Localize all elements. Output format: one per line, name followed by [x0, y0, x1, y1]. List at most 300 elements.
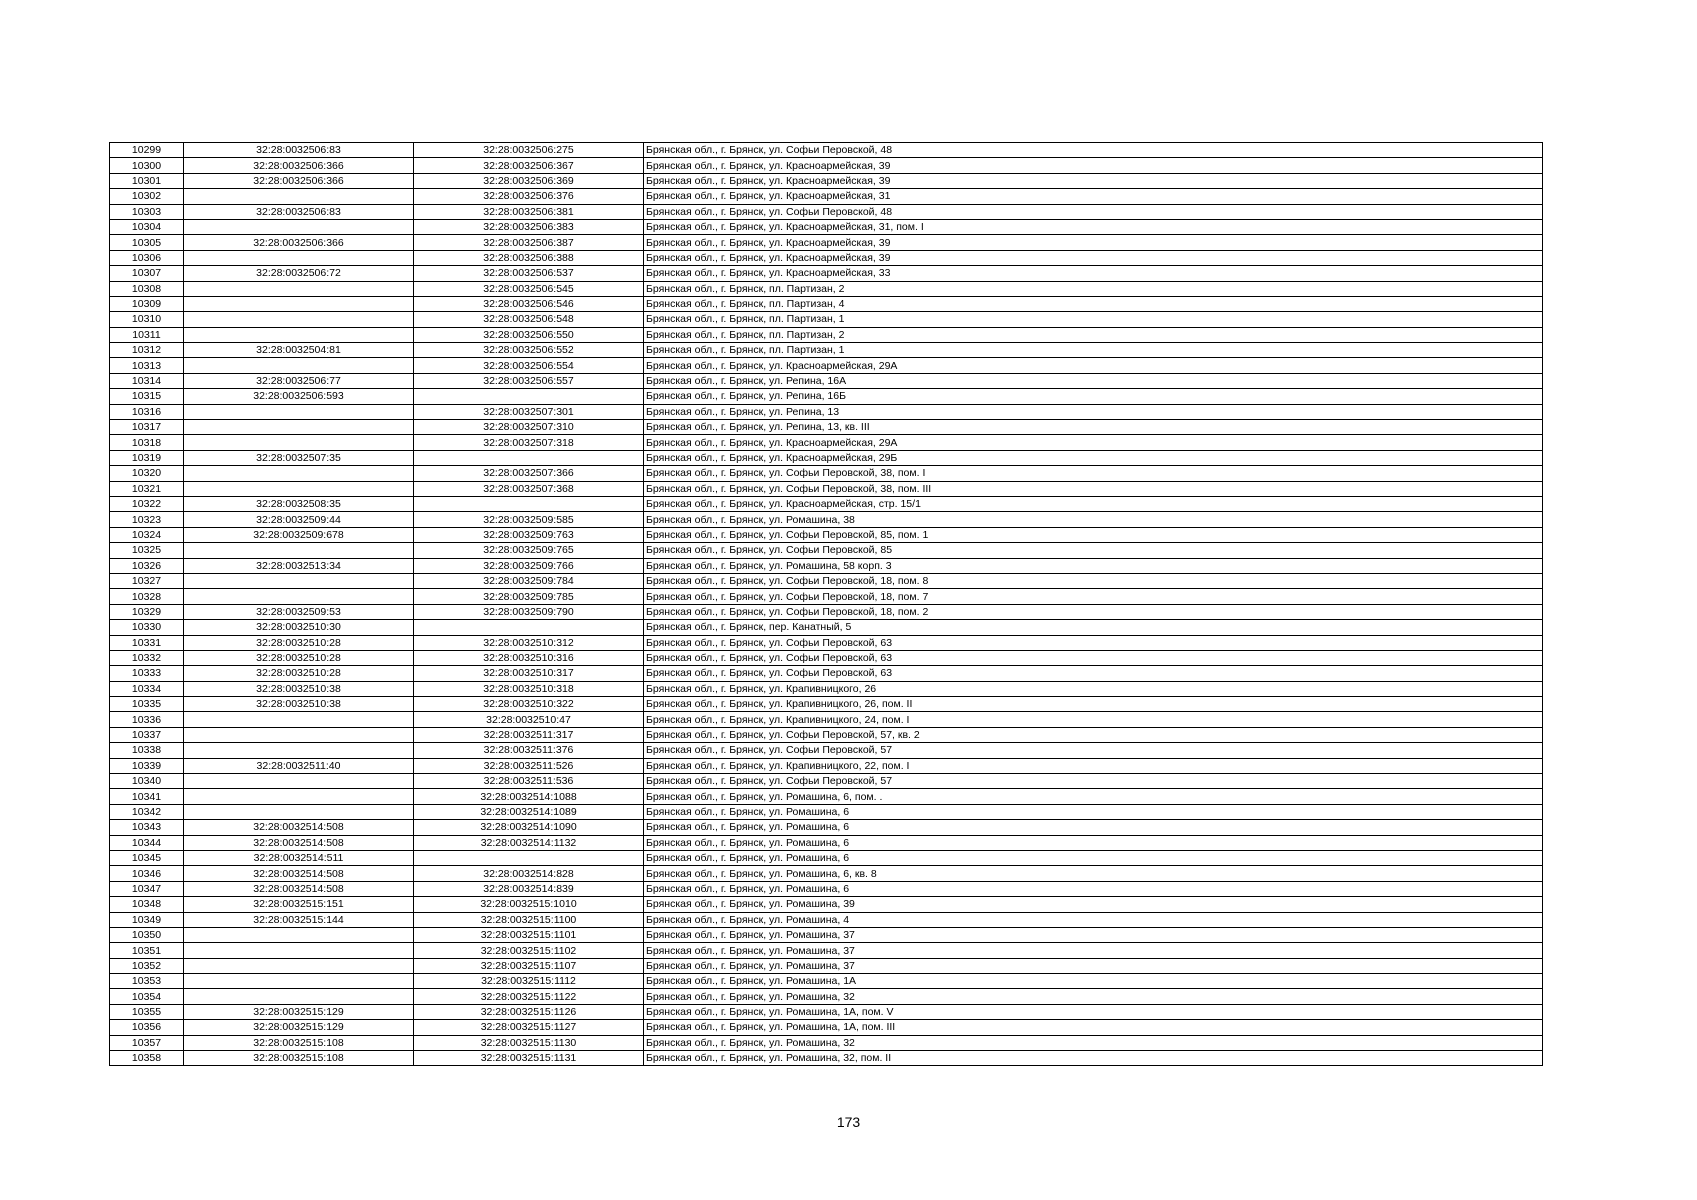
parcel-number-cell: 32:28:0032509:678	[184, 527, 414, 542]
table-row	[110, 1051, 1543, 1066]
row-number-cell: 10327	[110, 573, 184, 588]
table-row	[110, 235, 1543, 250]
row-number-cell: 10352	[110, 958, 184, 973]
address-cell: Брянская обл., г. Брянск, ул. Красноармейская, 39	[644, 250, 1543, 265]
parcel-number-cell: 32:28:0032509:44	[184, 512, 414, 527]
table-row	[110, 266, 1543, 281]
object-number-cell: 32:28:0032515:1130	[414, 1035, 644, 1050]
row-number-cell: 10299	[110, 143, 184, 158]
address-cell: Брянская обл., г. Брянск, ул. Софьи Перовской, 63	[644, 635, 1543, 650]
row-number-cell: 10329	[110, 604, 184, 619]
table-row	[110, 666, 1543, 681]
parcel-number-cell: 32:28:0032514:508	[184, 881, 414, 896]
table-row	[110, 727, 1543, 742]
table-row	[110, 620, 1543, 635]
table-row	[110, 358, 1543, 373]
row-number-cell: 10337	[110, 727, 184, 742]
table-row	[110, 850, 1543, 865]
object-number-cell: 32:28:0032506:537	[414, 266, 644, 281]
table-row	[110, 789, 1543, 804]
row-number-cell: 10332	[110, 650, 184, 665]
address-cell: Брянская обл., г. Брянск, ул. Ромашина, 6	[644, 804, 1543, 819]
address-cell: Брянская обл., г. Брянск, ул. Ромашина, 4	[644, 912, 1543, 927]
table-row	[110, 866, 1543, 881]
row-number-cell: 10324	[110, 527, 184, 542]
object-number-cell: 32:28:0032509:785	[414, 589, 644, 604]
parcel-number-cell: 32:28:0032509:53	[184, 604, 414, 619]
address-cell: Брянская обл., г. Брянск, ул. Ромашина, 6, пом. .	[644, 789, 1543, 804]
address-cell: Брянская обл., г. Брянск, ул. Красноармейская, 33	[644, 266, 1543, 281]
table-row	[110, 466, 1543, 481]
address-cell: Брянская обл., г. Брянск, ул. Софьи Перовской, 18, пом. 2	[644, 604, 1543, 619]
address-cell: Брянская обл., г. Брянск, ул. Ромашина, 38	[644, 512, 1543, 527]
table-row	[110, 543, 1543, 558]
row-number-cell: 10302	[110, 189, 184, 204]
object-number-cell: 32:28:0032515:1131	[414, 1051, 644, 1066]
address-cell: Брянская обл., г. Брянск, ул. Софьи Перовской, 63	[644, 650, 1543, 665]
table-row	[110, 204, 1543, 219]
table-row	[110, 1035, 1543, 1050]
table-row	[110, 219, 1543, 234]
row-number-cell: 10305	[110, 235, 184, 250]
address-cell: Брянская обл., г. Брянск, ул. Ромашина, 32, пом. II	[644, 1051, 1543, 1066]
row-number-cell: 10311	[110, 327, 184, 342]
table-row	[110, 758, 1543, 773]
object-number-cell: 32:28:0032515:1126	[414, 1004, 644, 1019]
row-number-cell: 10306	[110, 250, 184, 265]
parcel-number-cell	[184, 296, 414, 311]
address-cell: Брянская обл., г. Брянск, ул. Репина, 16А	[644, 373, 1543, 388]
address-cell: Брянская обл., г. Брянск, ул. Ромашина, 1А, пом. V	[644, 1004, 1543, 1019]
parcel-number-cell	[184, 481, 414, 496]
parcel-number-cell	[184, 727, 414, 742]
object-number-cell	[414, 496, 644, 511]
address-cell: Брянская обл., г. Брянск, ул. Красноармейская, 31	[644, 189, 1543, 204]
address-cell: Брянская обл., г. Брянск, пл. Партизан, 2	[644, 281, 1543, 296]
parcel-number-cell: 32:28:0032506:83	[184, 204, 414, 219]
address-cell: Брянская обл., г. Брянск, ул. Крапивницкого, 24, пом. I	[644, 712, 1543, 727]
table-row	[110, 989, 1543, 1004]
object-number-cell	[414, 450, 644, 465]
object-number-cell: 32:28:0032514:1090	[414, 820, 644, 835]
row-number-cell: 10301	[110, 173, 184, 188]
table-row	[110, 974, 1543, 989]
address-cell: Брянская обл., г. Брянск, ул. Красноармейская, 29Б	[644, 450, 1543, 465]
parcel-number-cell	[184, 250, 414, 265]
table-row	[110, 481, 1543, 496]
row-number-cell: 10357	[110, 1035, 184, 1050]
table-body	[110, 143, 1543, 1066]
address-cell: Брянская обл., г. Брянск, ул. Софьи Перовской, 57	[644, 774, 1543, 789]
address-cell: Брянская обл., г. Брянск, ул. Ромашина, 6	[644, 881, 1543, 896]
row-number-cell: 10340	[110, 774, 184, 789]
table-row	[110, 635, 1543, 650]
parcel-number-cell	[184, 804, 414, 819]
table-row	[110, 927, 1543, 942]
parcel-number-cell: 32:28:0032514:508	[184, 835, 414, 850]
table-row	[110, 158, 1543, 173]
object-number-cell: 32:28:0032511:376	[414, 743, 644, 758]
table-row	[110, 712, 1543, 727]
row-number-cell: 10326	[110, 558, 184, 573]
address-cell: Брянская обл., г. Брянск, ул. Софьи Перовской, 18, пом. 7	[644, 589, 1543, 604]
table-row	[110, 604, 1543, 619]
address-cell: Брянская обл., г. Брянск, ул. Крапивницкого, 26, пом. II	[644, 697, 1543, 712]
object-number-cell: 32:28:0032514:839	[414, 881, 644, 896]
parcel-number-cell	[184, 404, 414, 419]
address-cell: Брянская обл., г. Брянск, пер. Канатный, 5	[644, 620, 1543, 635]
parcel-number-cell: 32:28:0032510:28	[184, 650, 414, 665]
row-number-cell: 10323	[110, 512, 184, 527]
parcel-number-cell: 32:28:0032506:366	[184, 173, 414, 188]
object-number-cell: 32:28:0032506:546	[414, 296, 644, 311]
object-number-cell: 32:28:0032515:1107	[414, 958, 644, 973]
address-cell: Брянская обл., г. Брянск, пл. Партизан, 1	[644, 343, 1543, 358]
object-number-cell: 32:28:0032514:1088	[414, 789, 644, 804]
table-row	[110, 743, 1543, 758]
parcel-number-cell: 32:28:0032507:35	[184, 450, 414, 465]
row-number-cell: 10354	[110, 989, 184, 1004]
row-number-cell: 10346	[110, 866, 184, 881]
object-number-cell: 32:28:0032507:318	[414, 435, 644, 450]
row-number-cell: 10307	[110, 266, 184, 281]
address-cell: Брянская обл., г. Брянск, ул. Ромашина, 37	[644, 958, 1543, 973]
row-number-cell: 10344	[110, 835, 184, 850]
address-cell: Брянская обл., г. Брянск, ул. Софьи Перовской, 48	[644, 204, 1543, 219]
parcel-number-cell	[184, 327, 414, 342]
address-cell: Брянская обл., г. Брянск, ул. Ромашина, 39	[644, 897, 1543, 912]
address-cell: Брянская обл., г. Брянск, ул. Софьи Перовской, 63	[644, 666, 1543, 681]
object-number-cell: 32:28:0032515:1127	[414, 1020, 644, 1035]
row-number-cell: 10341	[110, 789, 184, 804]
object-number-cell: 32:28:0032509:766	[414, 558, 644, 573]
object-number-cell: 32:28:0032509:784	[414, 573, 644, 588]
table-row	[110, 312, 1543, 327]
address-cell: Брянская обл., г. Брянск, ул. Красноармейская, 39	[644, 235, 1543, 250]
table-row	[110, 496, 1543, 511]
object-number-cell: 32:28:0032506:548	[414, 312, 644, 327]
object-number-cell: 32:28:0032514:828	[414, 866, 644, 881]
parcel-number-cell	[184, 958, 414, 973]
parcel-number-cell: 32:28:0032513:34	[184, 558, 414, 573]
object-number-cell: 32:28:0032509:763	[414, 527, 644, 542]
object-number-cell: 32:28:0032511:317	[414, 727, 644, 742]
address-cell: Брянская обл., г. Брянск, ул. Красноармейская, 39	[644, 173, 1543, 188]
object-number-cell: 32:28:0032506:381	[414, 204, 644, 219]
object-number-cell	[414, 620, 644, 635]
object-number-cell: 32:28:0032511:526	[414, 758, 644, 773]
parcel-number-cell	[184, 435, 414, 450]
object-number-cell: 32:28:0032515:1102	[414, 943, 644, 958]
parcel-number-cell: 32:28:0032510:38	[184, 697, 414, 712]
row-number-cell: 10333	[110, 666, 184, 681]
row-number-cell: 10321	[110, 481, 184, 496]
parcel-number-cell: 32:28:0032514:511	[184, 850, 414, 865]
address-cell: Брянская обл., г. Брянск, ул. Красноармейская, 29А	[644, 435, 1543, 450]
object-number-cell: 32:28:0032506:376	[414, 189, 644, 204]
parcel-number-cell: 32:28:0032510:28	[184, 635, 414, 650]
row-number-cell: 10330	[110, 620, 184, 635]
table-row	[110, 681, 1543, 696]
address-cell: Брянская обл., г. Брянск, пл. Партизан, 1	[644, 312, 1543, 327]
object-number-cell: 32:28:0032509:585	[414, 512, 644, 527]
row-number-cell: 10304	[110, 219, 184, 234]
object-number-cell: 32:28:0032514:1089	[414, 804, 644, 819]
parcel-number-cell: 32:28:0032506:366	[184, 235, 414, 250]
parcel-number-cell: 32:28:0032506:72	[184, 266, 414, 281]
table-row	[110, 835, 1543, 850]
parcel-number-cell	[184, 974, 414, 989]
row-number-cell: 10313	[110, 358, 184, 373]
address-cell: Брянская обл., г. Брянск, ул. Софьи Перовской, 85	[644, 543, 1543, 558]
parcel-number-cell	[184, 927, 414, 942]
object-number-cell: 32:28:0032510:47	[414, 712, 644, 727]
parcel-number-cell: 32:28:0032510:30	[184, 620, 414, 635]
parcel-number-cell: 32:28:0032515:151	[184, 897, 414, 912]
parcel-number-cell: 32:28:0032515:108	[184, 1035, 414, 1050]
parcel-number-cell: 32:28:0032506:366	[184, 158, 414, 173]
object-number-cell: 32:28:0032507:310	[414, 420, 644, 435]
table-row	[110, 435, 1543, 450]
object-number-cell: 32:28:0032507:366	[414, 466, 644, 481]
parcel-number-cell: 32:28:0032510:28	[184, 666, 414, 681]
row-number-cell: 10322	[110, 496, 184, 511]
object-number-cell: 32:28:0032511:536	[414, 774, 644, 789]
address-cell: Брянская обл., г. Брянск, ул. Софьи Перовской, 18, пом. 8	[644, 573, 1543, 588]
object-number-cell: 32:28:0032509:765	[414, 543, 644, 558]
table-row	[110, 389, 1543, 404]
parcel-number-cell: 32:28:0032514:508	[184, 820, 414, 835]
object-number-cell	[414, 850, 644, 865]
table-row	[110, 143, 1543, 158]
table-row	[110, 250, 1543, 265]
parcel-number-cell: 32:28:0032504:81	[184, 343, 414, 358]
address-cell: Брянская обл., г. Брянск, ул. Ромашина, 32	[644, 989, 1543, 1004]
parcel-number-cell	[184, 743, 414, 758]
address-cell: Брянская обл., г. Брянск, ул. Красноармейская, стр. 15/1	[644, 496, 1543, 511]
parcel-number-cell: 32:28:0032506:77	[184, 373, 414, 388]
address-cell: Брянская обл., г. Брянск, ул. Ромашина, 6	[644, 850, 1543, 865]
table-row	[110, 173, 1543, 188]
parcel-number-cell: 32:28:0032506:593	[184, 389, 414, 404]
table-row	[110, 820, 1543, 835]
parcel-number-cell: 32:28:0032515:108	[184, 1051, 414, 1066]
address-cell: Брянская обл., г. Брянск, ул. Ромашина, 1А, пом. III	[644, 1020, 1543, 1035]
object-number-cell: 32:28:0032506:545	[414, 281, 644, 296]
address-cell: Брянская обл., г. Брянск, ул. Крапивницкого, 26	[644, 681, 1543, 696]
parcel-number-cell	[184, 943, 414, 958]
row-number-cell: 10335	[110, 697, 184, 712]
object-number-cell: 32:28:0032506:367	[414, 158, 644, 173]
table-row	[110, 943, 1543, 958]
parcel-number-cell: 32:28:0032515:144	[184, 912, 414, 927]
object-number-cell: 32:28:0032515:1010	[414, 897, 644, 912]
address-cell: Брянская обл., г. Брянск, ул. Софьи Перовской, 85, пом. 1	[644, 527, 1543, 542]
row-number-cell: 10328	[110, 589, 184, 604]
address-cell: Брянская обл., г. Брянск, ул. Ромашина, 1А	[644, 974, 1543, 989]
row-number-cell: 10315	[110, 389, 184, 404]
address-cell: Брянская обл., г. Брянск, ул. Красноармейская, 29А	[644, 358, 1543, 373]
row-number-cell: 10339	[110, 758, 184, 773]
object-number-cell: 32:28:0032515:1122	[414, 989, 644, 1004]
table-row	[110, 1004, 1543, 1019]
row-number-cell: 10358	[110, 1051, 184, 1066]
table-row	[110, 404, 1543, 419]
parcel-number-cell	[184, 573, 414, 588]
table-row	[110, 573, 1543, 588]
row-number-cell: 10312	[110, 343, 184, 358]
parcel-number-cell	[184, 543, 414, 558]
table-row	[110, 774, 1543, 789]
table-row	[110, 912, 1543, 927]
row-number-cell: 10314	[110, 373, 184, 388]
row-number-cell: 10350	[110, 927, 184, 942]
table-row	[110, 650, 1543, 665]
object-number-cell: 32:28:0032506:557	[414, 373, 644, 388]
object-number-cell: 32:28:0032506:554	[414, 358, 644, 373]
object-number-cell: 32:28:0032510:318	[414, 681, 644, 696]
cadastral-table	[109, 142, 1543, 1066]
table-row	[110, 327, 1543, 342]
object-number-cell: 32:28:0032506:550	[414, 327, 644, 342]
parcel-number-cell: 32:28:0032515:129	[184, 1004, 414, 1019]
row-number-cell: 10308	[110, 281, 184, 296]
row-number-cell: 10319	[110, 450, 184, 465]
row-number-cell: 10300	[110, 158, 184, 173]
address-cell: Брянская обл., г. Брянск, ул. Софьи Перовской, 38, пом. I	[644, 466, 1543, 481]
object-number-cell: 32:28:0032515:1101	[414, 927, 644, 942]
table-row	[110, 373, 1543, 388]
row-number-cell: 10309	[110, 296, 184, 311]
table-row	[110, 958, 1543, 973]
parcel-number-cell	[184, 589, 414, 604]
object-number-cell: 32:28:0032506:383	[414, 219, 644, 234]
parcel-number-cell: 32:28:0032510:38	[184, 681, 414, 696]
address-cell: Брянская обл., г. Брянск, ул. Ромашина, 6	[644, 835, 1543, 850]
table-row	[110, 450, 1543, 465]
address-cell: Брянская обл., г. Брянск, ул. Репина, 16Б	[644, 389, 1543, 404]
parcel-number-cell	[184, 358, 414, 373]
object-number-cell: 32:28:0032510:312	[414, 635, 644, 650]
row-number-cell: 10355	[110, 1004, 184, 1019]
object-number-cell: 32:28:0032506:552	[414, 343, 644, 358]
table-row	[110, 881, 1543, 896]
object-number-cell: 32:28:0032510:316	[414, 650, 644, 665]
parcel-number-cell	[184, 712, 414, 727]
object-number-cell: 32:28:0032506:369	[414, 173, 644, 188]
address-cell: Брянская обл., г. Брянск, ул. Ромашина, 6, кв. 8	[644, 866, 1543, 881]
address-cell: Брянская обл., г. Брянск, ул. Репина, 13	[644, 404, 1543, 419]
row-number-cell: 10317	[110, 420, 184, 435]
row-number-cell: 10318	[110, 435, 184, 450]
object-number-cell: 32:28:0032507:301	[414, 404, 644, 419]
parcel-number-cell	[184, 312, 414, 327]
table-row	[110, 189, 1543, 204]
object-number-cell	[414, 389, 644, 404]
object-number-cell: 32:28:0032506:388	[414, 250, 644, 265]
row-number-cell: 10351	[110, 943, 184, 958]
table-row	[110, 1020, 1543, 1035]
address-cell: Брянская обл., г. Брянск, ул. Ромашина, 32	[644, 1035, 1543, 1050]
address-cell: Брянская обл., г. Брянск, ул. Крапивницкого, 22, пом. I	[644, 758, 1543, 773]
address-cell: Брянская обл., г. Брянск, ул. Красноармейская, 39	[644, 158, 1543, 173]
parcel-number-cell	[184, 189, 414, 204]
object-number-cell: 32:28:0032515:1100	[414, 912, 644, 927]
row-number-cell: 10348	[110, 897, 184, 912]
object-number-cell: 32:28:0032506:387	[414, 235, 644, 250]
row-number-cell: 10353	[110, 974, 184, 989]
parcel-number-cell	[184, 219, 414, 234]
object-number-cell: 32:28:0032514:1132	[414, 835, 644, 850]
row-number-cell: 10310	[110, 312, 184, 327]
table-row	[110, 697, 1543, 712]
address-cell: Брянская обл., г. Брянск, ул. Красноармейская, 31, пом. I	[644, 219, 1543, 234]
object-number-cell: 32:28:0032510:317	[414, 666, 644, 681]
row-number-cell: 10345	[110, 850, 184, 865]
object-number-cell: 32:28:0032510:322	[414, 697, 644, 712]
address-cell: Брянская обл., г. Брянск, ул. Софьи Перовской, 48	[644, 143, 1543, 158]
row-number-cell: 10334	[110, 681, 184, 696]
row-number-cell: 10356	[110, 1020, 184, 1035]
row-number-cell: 10325	[110, 543, 184, 558]
table-row	[110, 527, 1543, 542]
row-number-cell: 10338	[110, 743, 184, 758]
address-cell: Брянская обл., г. Брянск, ул. Софьи Перовской, 38, пом. III	[644, 481, 1543, 496]
object-number-cell: 32:28:0032515:1112	[414, 974, 644, 989]
parcel-number-cell: 32:28:0032506:83	[184, 143, 414, 158]
address-cell: Брянская обл., г. Брянск, ул. Софьи Перовской, 57	[644, 743, 1543, 758]
address-cell: Брянская обл., г. Брянск, пл. Партизан, 2	[644, 327, 1543, 342]
table-row	[110, 296, 1543, 311]
table-row	[110, 420, 1543, 435]
parcel-number-cell	[184, 789, 414, 804]
object-number-cell: 32:28:0032509:790	[414, 604, 644, 619]
table-row	[110, 804, 1543, 819]
address-cell: Брянская обл., г. Брянск, ул. Софьи Перовской, 57, кв. 2	[644, 727, 1543, 742]
object-number-cell: 32:28:0032506:275	[414, 143, 644, 158]
row-number-cell: 10347	[110, 881, 184, 896]
address-cell: Брянская обл., г. Брянск, ул. Ромашина, 37	[644, 927, 1543, 942]
parcel-number-cell	[184, 989, 414, 1004]
address-cell: Брянская обл., г. Брянск, ул. Ромашина, 6	[644, 820, 1543, 835]
row-number-cell: 10331	[110, 635, 184, 650]
address-cell: Брянская обл., г. Брянск, пл. Партизан, 4	[644, 296, 1543, 311]
parcel-number-cell: 32:28:0032511:40	[184, 758, 414, 773]
row-number-cell: 10342	[110, 804, 184, 819]
parcel-number-cell: 32:28:0032514:508	[184, 866, 414, 881]
table-row	[110, 589, 1543, 604]
address-cell: Брянская обл., г. Брянск, ул. Репина, 13, кв. III	[644, 420, 1543, 435]
page-number: 173	[836, 1114, 861, 1130]
parcel-number-cell	[184, 466, 414, 481]
table-row	[110, 558, 1543, 573]
parcel-number-cell	[184, 420, 414, 435]
table-row	[110, 343, 1543, 358]
address-cell: Брянская обл., г. Брянск, ул. Ромашина, 58 корп. 3	[644, 558, 1543, 573]
row-number-cell: 10303	[110, 204, 184, 219]
parcel-number-cell: 32:28:0032508:35	[184, 496, 414, 511]
object-number-cell: 32:28:0032507:368	[414, 481, 644, 496]
parcel-number-cell: 32:28:0032515:129	[184, 1020, 414, 1035]
address-cell: Брянская обл., г. Брянск, ул. Ромашина, 37	[644, 943, 1543, 958]
row-number-cell: 10316	[110, 404, 184, 419]
table-row	[110, 512, 1543, 527]
parcel-number-cell	[184, 281, 414, 296]
row-number-cell: 10343	[110, 820, 184, 835]
row-number-cell: 10349	[110, 912, 184, 927]
table-row	[110, 281, 1543, 296]
row-number-cell: 10336	[110, 712, 184, 727]
